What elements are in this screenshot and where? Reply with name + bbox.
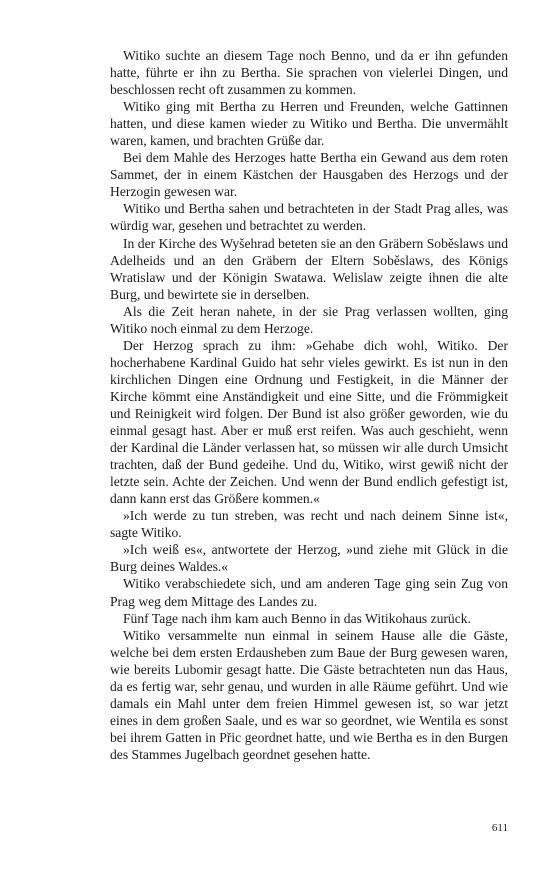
- paragraph: Witiko verabschiedete sich, und am anderen Tage ging sein Zug von Prag weg dem Mittage des Landes zu.: [110, 576, 508, 609]
- paragraph: Fünf Tage nach ihm kam auch Benno in das Witikohaus zurück.: [123, 610, 471, 626]
- paragraph: Witiko versammelte nun einmal in seinem Hause alle die Gäste, welche bei dem ersten Erdausheben zum Baue der Burg gewesen waren, wie bereits Lubomir gesagt hatte. Die Gäste betrachteten nun das Haus, da es fertig war, sehr genau, und wurden in alle Räume geführt. Und wie damals ein Mahl unter dem freien Himmel gewesen ist, so war jetzt eines in dem großen Saale, und es war so geordnet, wie Wentila es sonst bei ihrem Gatten in Přic geordnet hatte, und wie Bertha es in den Burgen des Stammes Jugelbach geordnet gesehen hatte.: [110, 627, 508, 762]
- paragraph: Der Herzog sprach zu ihm: »Gehabe dich wohl, Witiko. Der hocherhabene Kardinal Guido hat sehr vieles gewirkt. Es ist nun in den kirchlichen Dingen eine Ordnung und Festigkeit, in die Männer der Kirche kömmt eine Anständigkeit und eine Sitte, und die Frömmigkeit und Reinigkeit wird folgen. Der Bund ist also größer geworden, wie du einmal gesagt hast. Aber er muß erst reifen. Was auch geschieht, wenn der Kardinal die Länder verlassen hat, so müssen wir alle durch Umsicht trachten, daß der Bund gedeihe. Und du, Witiko, wirst gewiß nicht der letzte sein. Achte der Zeichen. Und wenn der Bund endlich gefestigt ist, dann kann erst das Größere kommen.«: [110, 337, 508, 507]
- page-number: 611: [491, 822, 508, 834]
- paragraph: »Ich werde zu tun streben, was recht und nach deinem Sinne ist«, sagte Witiko.: [110, 508, 508, 541]
- paragraph: Witiko ging mit Bertha zu Herren und Freunden, welche Gattinnen hatten, und diese kamen wieder zu Witiko und Bertha. Die unvermählt waren, kamen, und brachten Grüße dar.: [110, 99, 508, 149]
- paragraph: »Ich weiß es«, antwortete der Herzog, »und ziehe mit Glück in die Burg deines Waldes.«: [110, 542, 508, 575]
- paragraph: Als die Zeit heran nahete, in der sie Prag verlassen wollten, ging Witiko noch einmal zu dem Herzoge.: [110, 303, 508, 336]
- paragraph: Bei dem Mahle des Herzoges hatte Bertha ein Gewand aus dem roten Sammet, der in einem Kästchen der Hausgaben des Herzogs und der Herzogin gewesen war.: [110, 150, 508, 200]
- body-text: [110, 47, 508, 763]
- paragraph: Witiko suchte an diesem Tage noch Benno, und da er ihn gefunden hatte, führte er ihn zu Bertha. Sie sprachen von vielerlei Dingen, und beschlossen recht oft zusammen zu kommen.: [110, 48, 508, 98]
- paragraph: Witiko und Bertha sahen und betrachteten in der Stadt Prag alles, was würdig war, gesehen und betrachtet zu werden.: [110, 201, 508, 234]
- paragraph: In der Kirche des Wyšehrad beteten sie an den Gräbern Soběslaws und Adelheids und an den Gräbern der Eltern Soběslaws, des Königs Wratislaw und der Königin Swatawa. Welislaw zeigte ihnen die alte Burg, und bewirtete sie in derselben.: [110, 235, 508, 302]
